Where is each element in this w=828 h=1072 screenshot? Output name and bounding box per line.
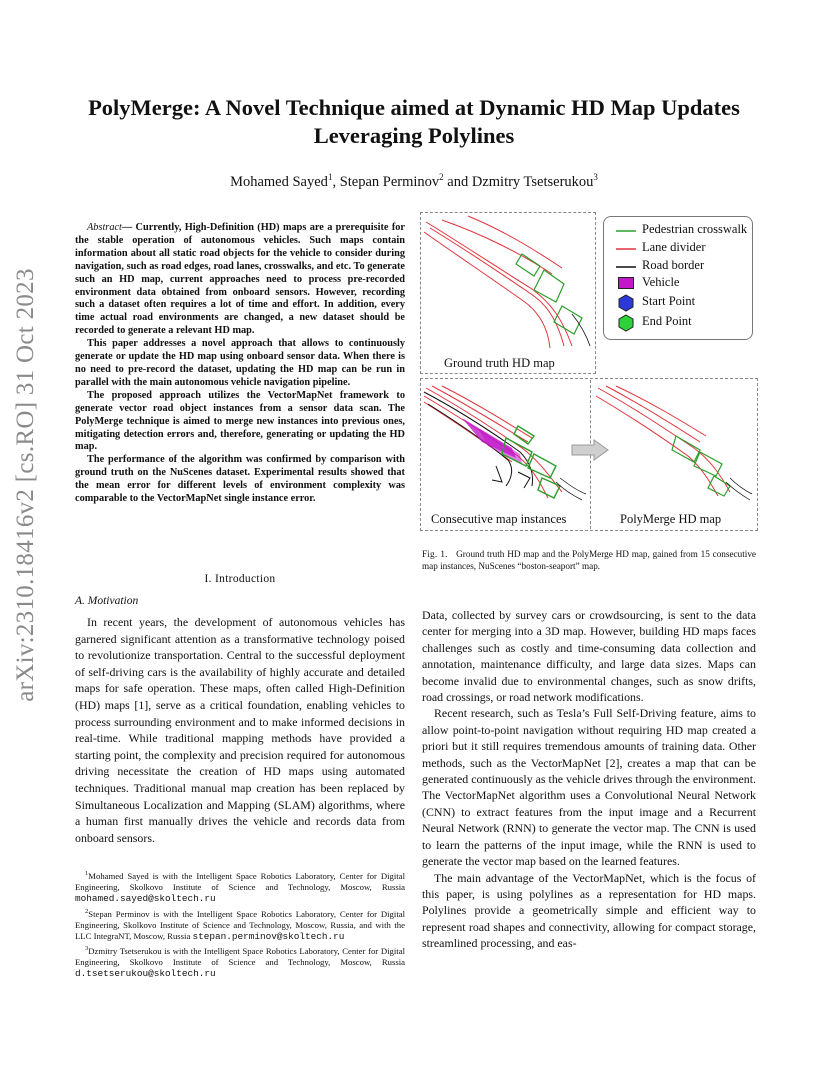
- author-name: Dzmitry Tsetserukou: [471, 173, 594, 190]
- end-point-hex-icon: [617, 314, 635, 332]
- abstract-paragraph: This paper addresses a novel approach that allows to continuously generate or update the HD map using onboard sensor data. When there is no need to pre-record the dataset, updating the HD map can be run in parallel with the main autonomous vehicle navigation pipeline.: [75, 338, 405, 388]
- footnote: [75, 943, 405, 980]
- author-separator: and: [443, 173, 472, 190]
- arxiv-identifier: [6, 268, 46, 702]
- panel-label-ground-truth: Ground truth HD map: [444, 356, 555, 370]
- footnote-mark: 2: [85, 907, 89, 915]
- arxiv-identifier-text: arXiv:2310.18416v2 [cs.RO] 31 Oct 2023: [12, 268, 39, 702]
- abstract-paragraph: [75, 222, 405, 338]
- author-name: Stepan Perminov: [339, 173, 440, 190]
- legend-label: Pedestrian crosswalk: [642, 222, 748, 236]
- author-affil-mark: 1: [327, 172, 333, 182]
- legend-label: Lane divider: [642, 240, 706, 254]
- author-affil-mark: 2: [439, 172, 444, 182]
- footnote-text: Dzmitry Tsetserukou is with the Intelligent Space Robotics Laboratory, Center for Digital Engineering, Skolkovo Institute of Science and Technology, Moscow, Russia: [75, 945, 405, 968]
- paper-title-line-2: Leveraging Polylines: [313, 123, 515, 148]
- author-name: Mohamed Sayed: [230, 173, 328, 190]
- legend-label: Vehicle: [642, 275, 680, 289]
- footnote-text: Mohamed Sayed is with the Intelligent Space Robotics Laboratory, Center for Digital Engineering, Skolkovo Institute of Science and Technology, Moscow, Russia: [75, 870, 405, 893]
- polymerge-map-drawing: [594, 382, 754, 508]
- abstract-paragraph: The proposed approach utilizes the VectorMapNet framework to generate vector road object instances from a sensor data scan. The PolyMerge technique is aimed to merge new instances into previous ones, mitigating detection errors and, therefore, generating or updating the HD map.: [75, 389, 405, 453]
- author-affil-mark: 3: [593, 172, 598, 182]
- legend-label: Road border: [642, 258, 705, 272]
- footnotes: [75, 868, 405, 981]
- panel-label-polymerge: PolyMerge HD map: [620, 512, 722, 526]
- legend-vehicle-swatch: [618, 277, 634, 289]
- footnote-email: mohamed.sayed@skoltech.ru: [75, 893, 216, 905]
- intro-body: [75, 614, 405, 846]
- footnote-mark: 1: [85, 870, 89, 877]
- body-paragraph: Data, collected by survey cars or crowdsourcing, is sent to the data center for merging into a 3D map. However, building HD maps faces challenges such as costly and time-consuming data collection and annotation, maintenance difficulty, and large data sizes. Maps can become invalid due to environmental changes, such as snow drifts, road crossings, or road network modifications.: [422, 608, 756, 705]
- start-point-hex-icon: [617, 294, 635, 312]
- abstract-dash: —: [121, 222, 136, 233]
- abstract-label: Abstract: [87, 222, 122, 233]
- author-separator: ,: [332, 173, 340, 190]
- footnote-text: Stepan Perminov is with the Intelligent Space Robotics Laboratory, Center for Digital Engineering, Skolkovo Institute of Science and Technology, Moscow, Russia, and with the LLC IntegraNT, Moscow, Russia: [75, 908, 405, 941]
- figure-caption-label: Fig. 1.: [422, 549, 448, 559]
- section-heading: I. Introduction: [204, 573, 276, 585]
- body-paragraph: The main advantage of the VectorMapNet, which is the focus of this paper, is using polylines as a representation for HD maps. Polylines provide a geometrically simple and efficient way to represent road shapes and connectivity, allowing for compact storage, streamlined processing, and eas-: [422, 870, 756, 951]
- abstract-text: Currently, High-Definition (HD) maps are a prerequisite for the stable operation of autonomous vehicles. Such maps contain information about all static road objects for the vehicle to consider during navigation, such as road edges, road lanes, crosswalks, and etc. To generate such an HD map, current approaches need to process pre-recorded environment data obtained from onboard sensors. However, recording such a dataset often requires a lot of time and effort. In addition, every time actual road environments are changed, a new dataset should be recorded to generate a relevant HD map.: [75, 222, 405, 337]
- figure-legend: [603, 216, 753, 340]
- subsection-heading: A. Motivation: [75, 595, 139, 607]
- gt-map-drawing: [422, 214, 594, 350]
- body-paragraph: Recent research, such as Tesla’s Full Self-Driving feature, aims to allow point-to-point navigation without requiring HD map created a priori but it still requires tremendous amounts of training data. Other methods, such as the VectorMapNet [2], creates a map that can be generated continuously as the vehicle drives through the environment. The VectorMapNet algorithm uses a Convolutional Neural Network (CNN) to extract features from the input image and a Recurrent Neural Network (RNN) to generate the vector map. The CNN is used to learn the patterns of the input image, while the RNN is used to generate the vector map based on the learned features.: [422, 706, 756, 869]
- legend-line-red: [616, 245, 636, 253]
- footnote-email: stepan.perminov@skoltech.ru: [192, 930, 345, 942]
- body-paragraph: In recent years, the development of autonomous vehicles has garnered significant attention as a transformative technology poised to revolutionize transportation. Central to the successful deployment of self-driving cars is the availability of highly accurate and detailed maps for safe operation. These maps, often called High-Definition (HD) maps [1], serve as a critical foundation, enabling vehicles to process surrounding environment and to make informed decisions in real-time. While traditional mapping methods have provided a starting point, the complexity and precision required for autonomous driving necessitate the creation of HD maps using automated techniques. Traditional manual map creation has been replaced by Simultaneous Localization and Mapping (SLAM) algorithms, where a human first manually drives the vehicle and records data from onboard sensors.: [75, 615, 405, 845]
- legend-line-black: [616, 263, 636, 271]
- abstract: [75, 222, 405, 506]
- footnote-email: d.tsetserukou@skoltech.ru: [75, 968, 216, 980]
- panel-label-consecutive: Consecutive map instances: [431, 512, 567, 526]
- figure-caption-text: Ground truth HD map and the PolyMerge HD map, gained from 15 consecutive map instances, NuScenes “boston-seaport” map.: [422, 549, 757, 571]
- legend-label: Start Point: [642, 294, 696, 308]
- footnote: [75, 906, 405, 943]
- legend-label: End Point: [642, 314, 692, 328]
- footnote-mark: 3: [85, 945, 89, 952]
- legend-line-green: [616, 227, 636, 235]
- consecutive-map-drawing: [422, 382, 588, 508]
- figure-caption: [422, 549, 756, 573]
- footnote: [75, 868, 405, 905]
- abstract-paragraph: The performance of the algorithm was confirmed by comparison with ground truth on the NuScenes dataset. Experimental results showed that the mean error for different levels of environment complexity was comparable to the VectorMapNet single instance error.: [75, 454, 405, 505]
- paper-title-line-1: PolyMerge: A Novel Technique aimed at Dynamic HD Map Updates: [88, 95, 740, 120]
- author-list: [70, 172, 758, 191]
- right-column-body: [422, 607, 756, 952]
- paper-title: [70, 94, 758, 150]
